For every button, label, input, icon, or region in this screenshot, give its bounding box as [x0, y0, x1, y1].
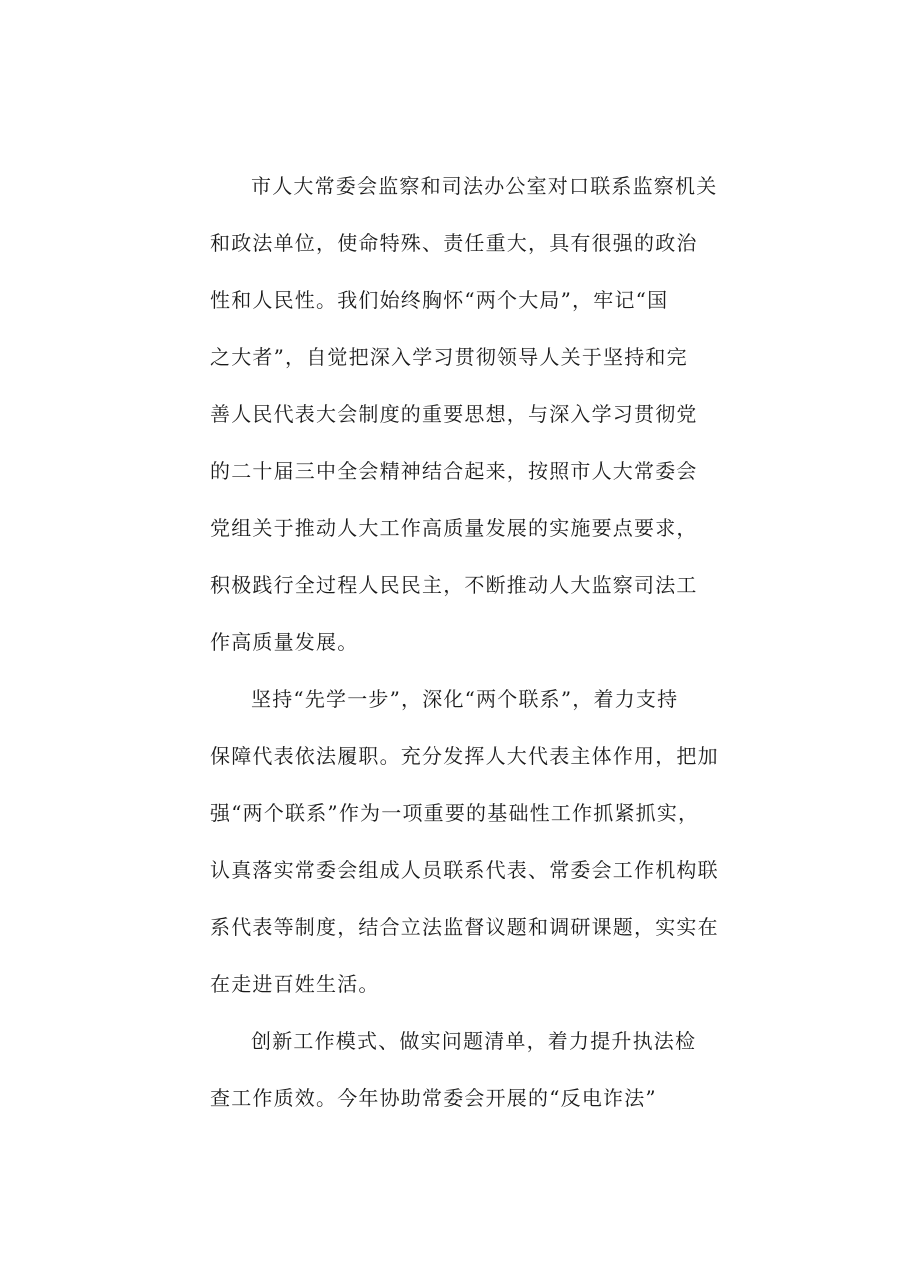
text-line: 创新工作模式、做实问题清单，着力提升执法检 — [251, 1029, 697, 1053]
text-line: 作高质量发展。 — [210, 630, 359, 654]
text-line: 积极践行全过程人民民主，不断推动人大监察司法工 — [210, 573, 698, 597]
text-line: 系代表等制度，结合立法监督议题和调研课题，实实在 — [210, 915, 719, 939]
text-line: 保障代表依法履职。充分发挥人大代表主体作用，把加 — [210, 744, 719, 768]
text-line: 之大者”，自觉把深入学习贯彻领导人关于坚持和完 — [210, 345, 688, 369]
text-line: 认真落实常委会组成人员联系代表、常委会工作机构联 — [210, 858, 719, 882]
text-line: 善人民代表大会制度的重要思想，与深入学习贯彻党 — [210, 402, 698, 426]
text-line: 性和人民性。我们始终胸怀“两个大局”，牢记“国 — [210, 288, 669, 312]
document-body — [210, 163, 730, 1121]
text-line: 在走进百姓生活。 — [210, 972, 380, 996]
text-line: 党组关于推动人大工作高质量发展的实施要点要求， — [210, 516, 698, 540]
text-line: 强“两个联系”作为一项重要的基础性工作抓紧抓实， — [210, 801, 700, 825]
text-line: 查工作质效。今年协助常委会开展的“反电诈法” — [210, 1086, 657, 1110]
text-line: 坚持“先学一步”，深化“两个联系”，着力支持 — [251, 687, 679, 711]
text-line: 和政法单位，使命特殊、责任重大，具有很强的政治 — [210, 231, 698, 255]
text-line: 的二十届三中全会精神结合起来，按照市人大常委会 — [210, 459, 698, 483]
text-line: 市人大常委会监察和司法办公室对口联系监察机关 — [251, 174, 718, 198]
